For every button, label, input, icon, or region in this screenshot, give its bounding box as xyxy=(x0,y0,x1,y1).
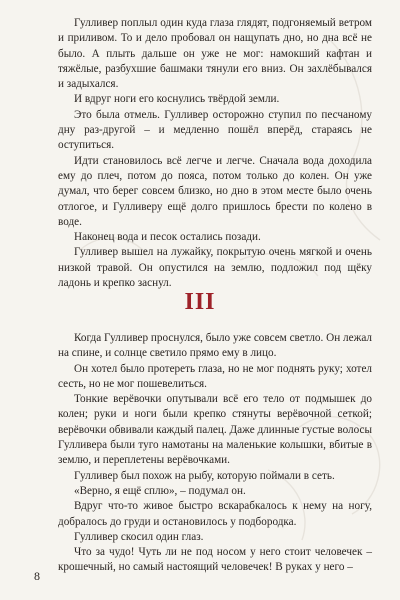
paragraph: И вдруг ноги его коснулись твёрдой земли. xyxy=(74,93,280,106)
paragraph: Гулливер был похож на рыбу, которую поймали в сеть. xyxy=(74,469,335,482)
paragraph: Когда Гулливер проснулся, было уже совсем светло. Он лежал на спине, и солнце светило прямо ему в лицо. xyxy=(58,332,372,360)
paragraph: Гулливер скосил один глаз. xyxy=(74,530,204,543)
paragraph: Он хотел было протереть глаза, но не мог поднять руку; хотел сесть, но не мог пошевелиться. xyxy=(58,362,372,390)
paragraph: «Верно, я ещё сплю», – подумал он. xyxy=(74,484,246,497)
page-number: 8 xyxy=(34,569,40,583)
paragraph: Идти становилось всё легче и легче. Сначала вода доходила ему до плеч, потом до пояса, потом только до колен. Он уже думал, что берег совсем близко, но дно в этом месте было очень отлогое, и Гулливеру ещё долго пришлось брести по колено в воде. xyxy=(58,154,372,228)
chapter-heading: III xyxy=(184,289,216,315)
paragraph: Гулливер вышел на лужайку, покрытую очень мягкой и очень низкой травой. Он опустился на землю, подложил под щёку ладонь и крепко заснул. xyxy=(58,246,372,290)
paragraph: Гулливер поплыл один куда глаза глядят, подгоняемый ветром и приливом. То и дело пробовал он нащупать дно, но дна всё не было. А плыть дальше он уже не мог: намокший кафтан и тяжёлые, разбухшие башмаки тянули его вниз. Он захлёбывался и задыхался. xyxy=(58,17,372,91)
text-before-chapter xyxy=(58,16,372,291)
paragraph: Вдруг что-то живое быстро вскарабкалось к нему на ногу, добралось до груди и остановилось у подбородка. xyxy=(58,500,372,528)
paragraph: Это была отмель. Гулливер осторожно ступил по песчаному дну раз-другой – и медленно пошёл вперёд, стараясь не оступиться. xyxy=(58,108,372,152)
paragraph: Наконец вода и песок остались позади. xyxy=(74,231,261,244)
text-after-chapter xyxy=(58,331,372,576)
paragraph: Тонкие верёвочки опутывали всё его тело от подмышек до колен; руки и ноги были крепко стянуты верёвочной сеткой; верёвочки обвивали каждый палец. Даже длинные густые волосы Гулливера были туго намотаны на маленькие колышки, вбитые в землю, и переплетены верёвочками. xyxy=(58,393,372,467)
paragraph: Что за чудо! Чуть ли не под носом у него стоит человечек – крошечный, но самый настоящий человечек! В руках у него – xyxy=(58,546,372,574)
